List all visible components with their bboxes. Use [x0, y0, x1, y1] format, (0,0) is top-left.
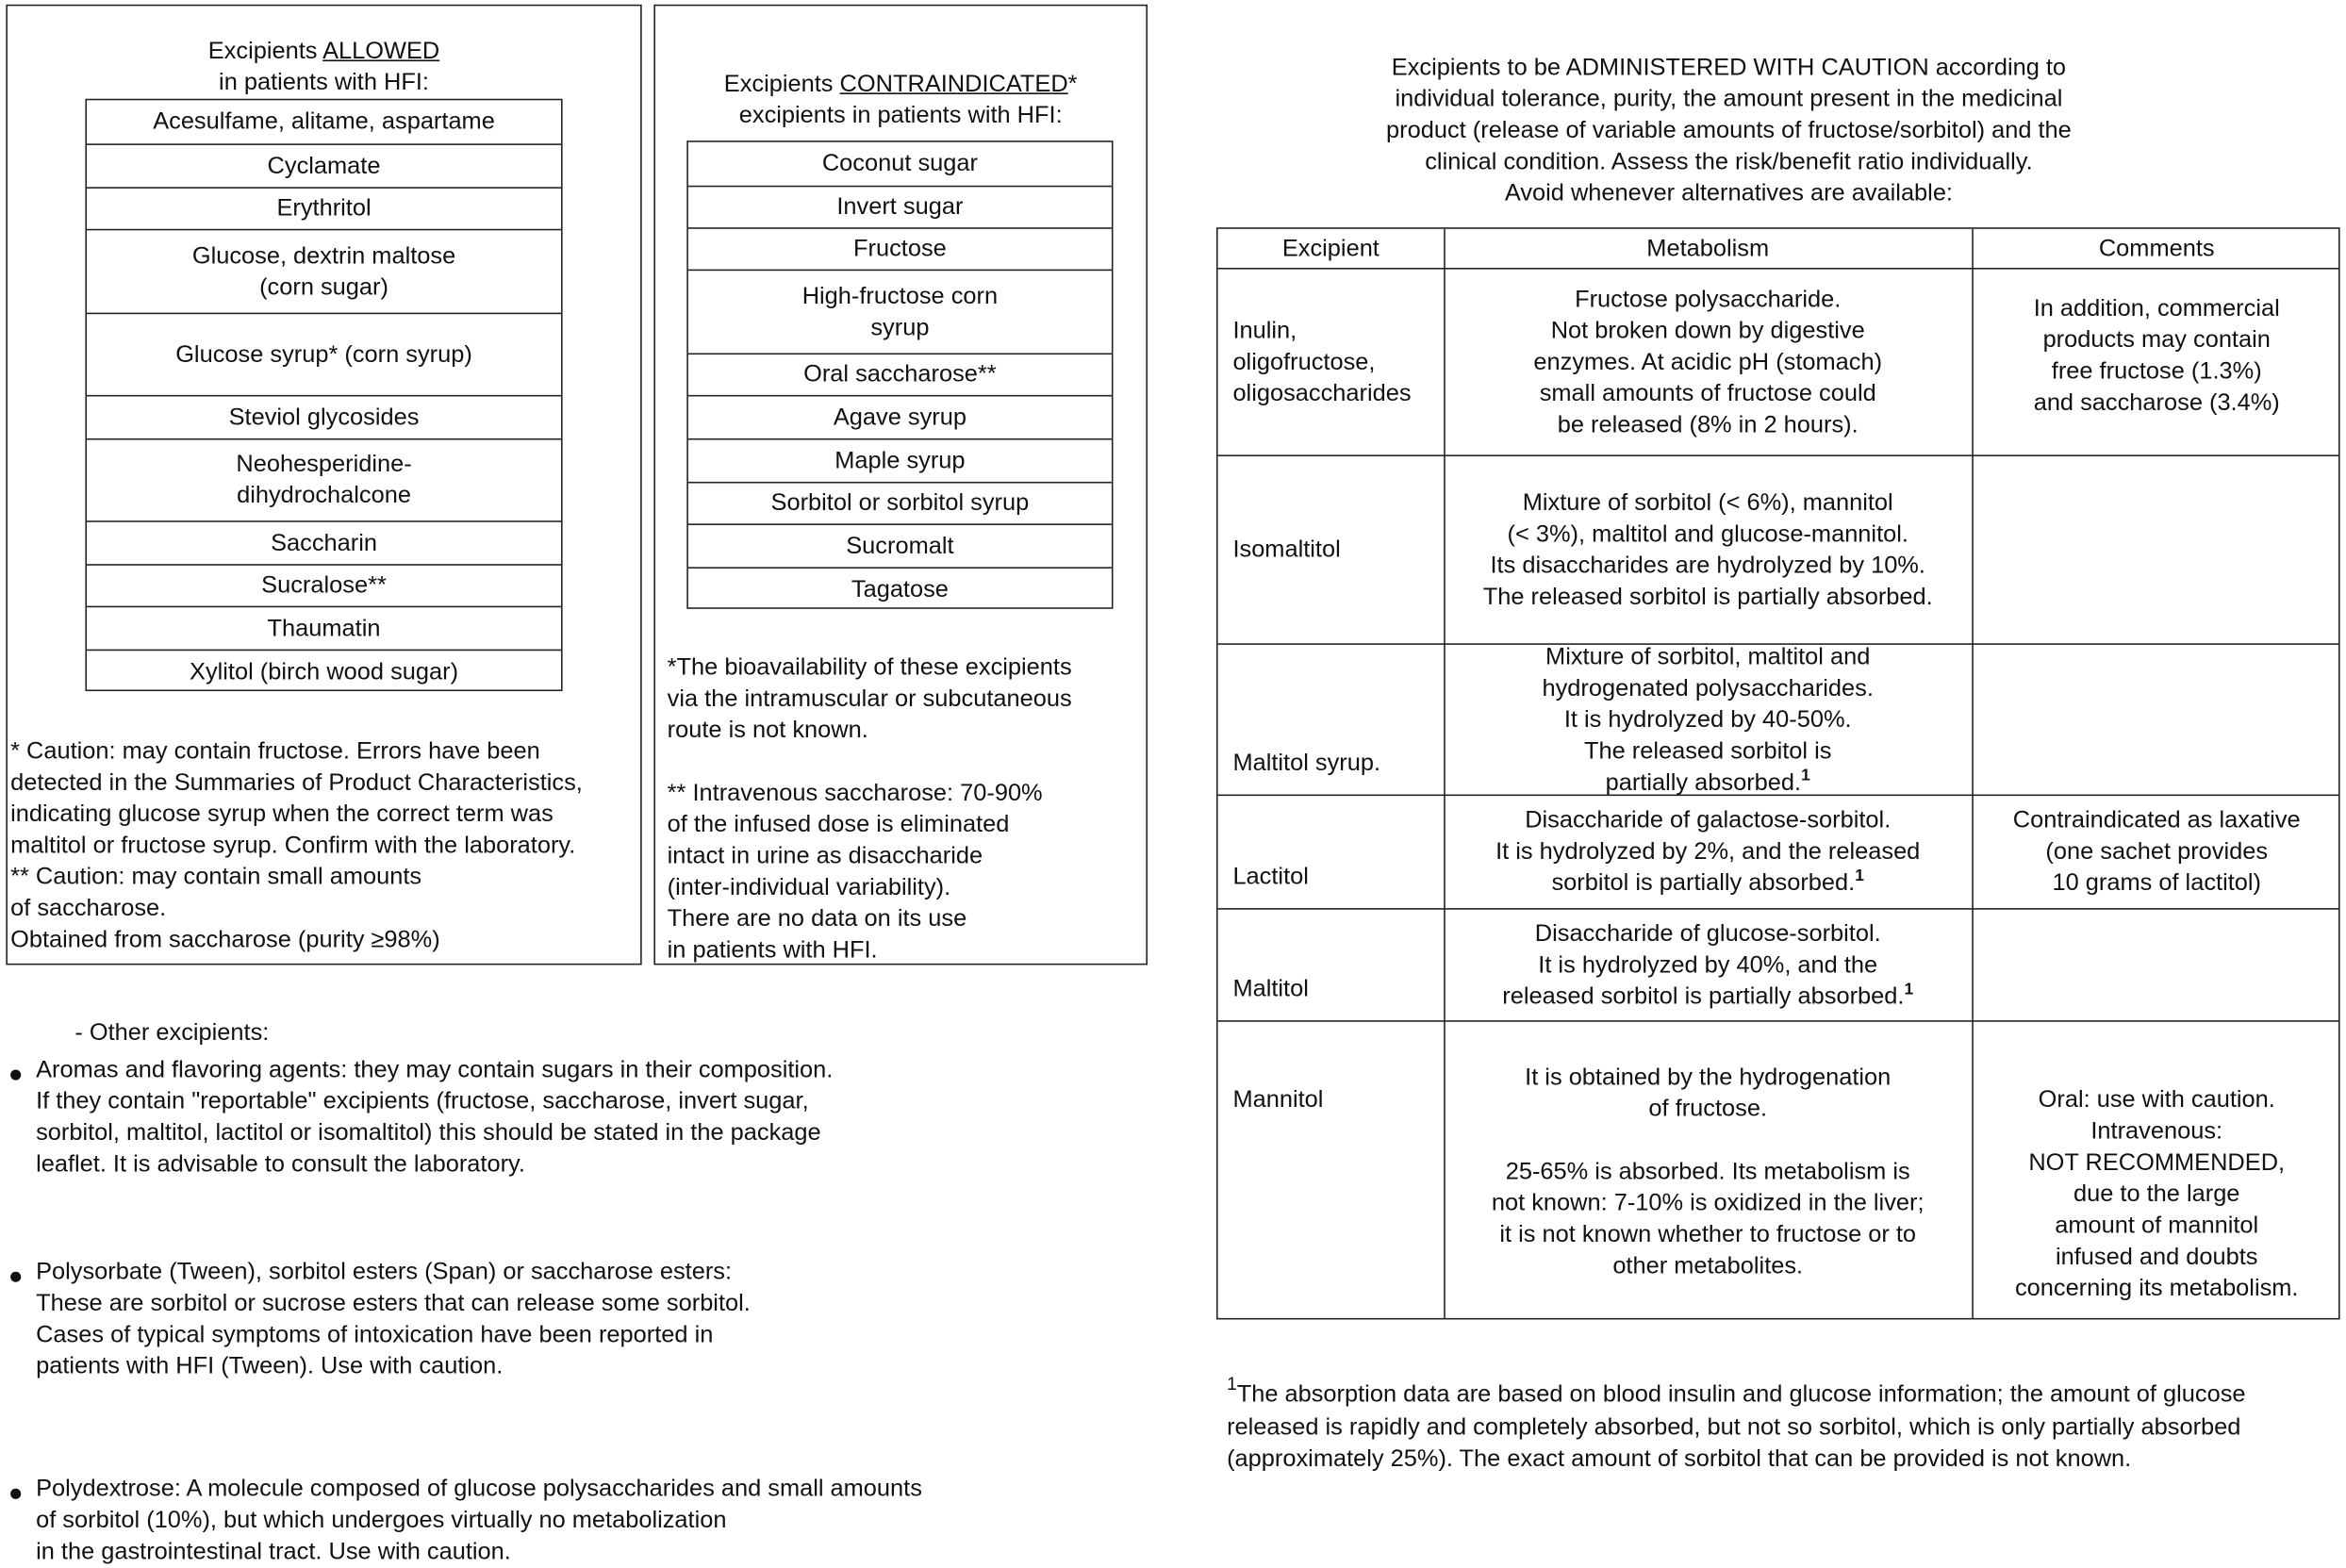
list-item — [688, 482, 1112, 523]
metabolism-line: It is obtained by the hydrogenation — [1525, 1064, 1892, 1090]
item-label: (corn sugar) — [259, 274, 388, 301]
comments-line: products may contain — [2042, 327, 2271, 354]
title-emphasis: CONTRAINDICATED — [839, 72, 1068, 98]
excipient-line: Inulin, — [1232, 318, 1297, 344]
metabolism-line: It is hydrolyzed by 2%, and the released — [1495, 839, 1921, 866]
note-line: * Caution: may contain fructose. Errors have been — [10, 738, 540, 765]
table-row — [1218, 643, 2338, 794]
bullet-line: leaflet. It is advisable to consult the laboratory. — [36, 1151, 525, 1178]
column-header — [1444, 229, 1972, 268]
item-label: Glucose, dextrin maltose — [191, 242, 456, 269]
item-label: Erythritol — [276, 195, 372, 222]
list-item — [87, 564, 561, 605]
metabolism-line-with-ref — [1606, 767, 1810, 798]
excipient-line: oligosaccharides — [1232, 380, 1412, 406]
metabolism-line-with-ref — [1551, 867, 1863, 899]
metabolism-line: released sorbitol is partially absorbed. — [1502, 983, 1905, 1010]
title-text: Excipients — [207, 39, 323, 65]
contraindicated-table — [686, 140, 1113, 609]
comments-line: amount of mannitol — [2055, 1213, 2259, 1238]
column-header — [1972, 229, 2341, 268]
comments-line: Contraindicated as laxative — [2012, 807, 2301, 834]
item-label: Tagatose — [851, 576, 949, 602]
bullet-item — [36, 1055, 833, 1180]
metabolism-cell — [1444, 796, 1972, 908]
footnote-mark: 1 — [1227, 1373, 1237, 1395]
column-header — [1218, 229, 1445, 268]
comments-line: and saccharose (3.4%) — [2033, 390, 2280, 417]
metabolism-line: (< 3%), maltitol and glucose-mannitol. — [1507, 520, 1908, 547]
metabolism-line: enzymes. At acidic pH (stomach) — [1533, 349, 1883, 375]
table-row — [1218, 454, 2338, 643]
note-line: maltitol or fructose syrup. Confirm with the laboratory. — [10, 833, 576, 859]
intro-line: clinical condition. Assess the risk/benefit ratio individually. — [1425, 149, 2033, 175]
metabolism-line: partially absorbed. — [1605, 769, 1802, 796]
footnote-ref: 1 — [1801, 766, 1810, 784]
item-label: Sucromalt — [846, 533, 954, 559]
comments-line: infused and doubts — [2055, 1244, 2258, 1270]
note-line — [668, 747, 1072, 778]
bullet-line: If they contain "reportable" excipients (fructose, saccharose, invert sugar, — [36, 1089, 809, 1115]
allowed-panel — [6, 5, 641, 966]
metabolism-line: sorbitol is partially absorbed. — [1551, 870, 1856, 897]
metabolism-line: 25-65% is absorbed. Its metabolism is — [1505, 1158, 1910, 1184]
excipient-line: Isomaltitol — [1232, 536, 1341, 563]
metabolism-line: of fructose. — [1648, 1096, 1768, 1122]
note-line: *The bioavailability of these excipients — [667, 654, 1072, 681]
comments-line: Oral: use with caution. — [2038, 1086, 2275, 1113]
item-label: Saccharin — [271, 530, 377, 556]
note-line: Obtained from saccharose (purity ≥98%) — [10, 927, 440, 953]
item-label: Steviol glycosides — [228, 404, 420, 431]
header-label: Excipient — [1281, 235, 1380, 261]
table-row — [1218, 1020, 2338, 1321]
note-line: (inter-individual variability). — [667, 875, 951, 901]
bullet-line: in the gastrointestinal tract. Use with caution. — [36, 1539, 511, 1565]
bullet-line: sorbitol, maltitol, lactitol or isomaltitol) this should be stated in the package — [36, 1120, 821, 1147]
excipient-cell — [1232, 270, 1444, 455]
metabolism-line: It is hydrolyzed by 40-50%. — [1563, 706, 1852, 733]
note-line: of the infused dose is eliminated — [667, 812, 1010, 838]
bullet-item — [36, 1257, 751, 1382]
bullet-line: Polysorbate (Tween), sorbitol esters (Span) or saccharose esters: — [36, 1260, 733, 1285]
footnote-line: released is rapidly and completely absorbed, but not so sorbitol, which is only partially absorbed — [1227, 1415, 2241, 1441]
item-label: Xylitol (birch wood sugar) — [190, 658, 459, 685]
metabolism-cell — [1444, 270, 1972, 455]
note-line: There are no data on its use — [667, 906, 967, 933]
list-item — [688, 395, 1112, 438]
bullet-line: Polydextrose: A molecule composed of glucose polysaccharides and small amounts — [36, 1477, 922, 1503]
list-item — [87, 395, 561, 438]
comments-line: Intravenous: — [2090, 1118, 2223, 1145]
excipient-cell — [1232, 645, 1444, 795]
intro-line: individual tolerance, purity, the amount present in the medicinal — [1395, 87, 2063, 113]
table-row — [1218, 795, 2338, 909]
footnote-ref: 1 — [1855, 867, 1864, 885]
comments-cell — [1972, 1022, 2341, 1321]
item-label: Maple syrup — [834, 448, 966, 474]
comments-line: NOT RECOMMENDED, — [2028, 1149, 2286, 1176]
header-label: Comments — [2098, 235, 2215, 261]
metabolism-cell — [1444, 645, 1972, 795]
allowed-notes — [10, 736, 583, 956]
table-row — [1218, 268, 2338, 454]
note-line: in patients with HFI. — [667, 937, 878, 964]
title-text: Excipients — [723, 72, 840, 98]
list-item — [87, 313, 561, 395]
comments-cell — [1972, 645, 2341, 795]
item-label: Neohesperidine- — [236, 452, 412, 478]
allowed-table — [85, 99, 562, 691]
title-suffix: * — [1067, 72, 1078, 98]
metabolism-line: Fructose polysaccharide. — [1575, 286, 1842, 312]
item-label: Cyclamate — [267, 153, 381, 179]
metabolism-line: Disaccharide of glucose-sorbitol. — [1534, 920, 1881, 947]
metabolism-cell — [1444, 456, 1972, 643]
footnote-line: The absorption data are based on blood insulin and glucose information; the amount of glucose — [1236, 1382, 2246, 1409]
bullet-icon — [10, 1489, 21, 1499]
metabolism-line: small amounts of fructose could — [1539, 380, 1876, 406]
list-item — [87, 187, 561, 228]
table-row — [1218, 908, 2338, 1020]
list-item — [87, 143, 561, 187]
note-line: ** Caution: may contain small amounts — [10, 865, 422, 891]
excipient-cell — [1232, 796, 1444, 908]
note-line: route is not known. — [667, 718, 868, 744]
list-item — [688, 186, 1112, 227]
item-label: Agave syrup — [833, 404, 966, 431]
metabolism-line: Mixture of sorbitol, maltitol and — [1545, 644, 1871, 670]
metabolism-line: Not broken down by digestive — [1550, 318, 1865, 344]
contraindicated-panel — [653, 5, 1148, 966]
list-item — [688, 142, 1112, 186]
metabolism-line: The released sorbitol is — [1583, 738, 1832, 765]
comments-line: concerning its metabolism. — [2014, 1275, 2299, 1301]
metabolism-line: other metabolites. — [1612, 1252, 1804, 1279]
metabolism-line: Disaccharide of galactose-sorbitol. — [1525, 807, 1892, 834]
list-item — [87, 438, 561, 520]
other-excipients-title: - Other excipients: — [74, 1020, 270, 1047]
list-item — [688, 567, 1112, 610]
contraindicated-notes — [668, 652, 1072, 966]
item-label: dihydrochalcone — [237, 483, 411, 509]
item-label: Coconut sugar — [821, 151, 978, 177]
comments-cell — [1972, 910, 2341, 1020]
title-line2: excipients in patients with HFI: — [738, 103, 1063, 129]
excipient-line: oligofructose, — [1232, 349, 1376, 375]
metabolism-line: not known: 7-10% is oxidized in the liver; — [1491, 1190, 1925, 1216]
footnote — [1227, 1373, 2246, 1476]
metabolism-line: it is not known whether to fructose or to — [1499, 1221, 1917, 1247]
contraindicated-title — [655, 69, 1146, 132]
caution-table — [1216, 227, 2340, 1319]
title-line2: in patients with HFI: — [219, 70, 429, 96]
list-item — [688, 438, 1112, 482]
excipient-line: Maltitol — [1232, 977, 1309, 1003]
excipient-cell — [1232, 1022, 1444, 1321]
comments-cell — [1972, 456, 2341, 643]
list-item — [87, 650, 561, 693]
intro-line: Avoid whenever alternatives are available: — [1504, 180, 1953, 206]
metabolism-line: It is hydrolyzed by 40%, and the — [1538, 951, 1878, 978]
metabolism-cell — [1444, 1022, 1972, 1321]
note-line: ** Intravenous saccharose: 70-90% — [667, 781, 1043, 807]
title-emphasis: ALLOWED — [322, 39, 440, 65]
comments-line: due to the large — [2073, 1180, 2240, 1207]
item-label: Thaumatin — [267, 615, 381, 641]
note-line: via the intramuscular or subcutaneous — [667, 686, 1072, 713]
note-line: detected in the Summaries of Product Characteristics, — [10, 770, 583, 797]
comments-cell — [1972, 796, 2341, 908]
metabolism-line: Its disaccharides are hydrolyzed by 10%. — [1490, 553, 1925, 579]
metabolism-line: The released sorbitol is partially absorbed. — [1482, 584, 1933, 610]
note-line: intact in urine as disaccharide — [667, 843, 983, 869]
excipient-line: Mannitol — [1232, 1087, 1324, 1114]
list-item — [87, 520, 561, 564]
item-label: Oral saccharose** — [803, 361, 997, 388]
footnote-ref: 1 — [1904, 980, 1914, 999]
metabolism-line: Mixture of sorbitol (< 6%), mannitol — [1522, 489, 1893, 516]
list-item — [688, 523, 1112, 567]
column-divider — [1972, 229, 1974, 1318]
bullet-icon — [10, 1069, 21, 1080]
comments-line: 10 grams of lactitol) — [2052, 870, 2261, 897]
metabolism-cell — [1444, 910, 1972, 1020]
item-label: Fructose — [853, 236, 947, 262]
list-item — [87, 229, 561, 313]
excipient-cell — [1232, 456, 1444, 643]
bullet-icon — [10, 1272, 21, 1282]
intro-line: product (release of variable amounts of fructose/sorbitol) and the — [1386, 118, 2072, 144]
column-divider — [1444, 229, 1446, 1318]
item-label: Sucralose** — [261, 572, 387, 599]
comments-line: In addition, commercial — [2033, 296, 2280, 322]
caution-intro — [1216, 53, 2241, 210]
bullet-item — [36, 1474, 922, 1568]
bullet-line: These are sorbitol or sucrose esters that can release some sorbitol. — [36, 1291, 751, 1317]
list-item — [688, 270, 1112, 354]
item-label: syrup — [870, 315, 930, 340]
item-label: Glucose syrup* (corn syrup) — [175, 341, 472, 368]
bullet-line: Cases of typical symptoms of intoxication have been reported in — [36, 1322, 714, 1348]
excipient-cell — [1232, 910, 1444, 1020]
footnote-line: (approximately 25%). The exact amount of sorbitol that can be provided is not known. — [1227, 1446, 2132, 1473]
item-label: Acesulfame, alitame, aspartame — [153, 108, 495, 135]
comments-line: (one sachet provides — [2045, 839, 2269, 866]
item-label: Invert sugar — [836, 194, 964, 221]
allowed-title — [8, 36, 640, 99]
list-item — [688, 227, 1112, 269]
metabolism-line: hydrogenated polysaccharides. — [1542, 675, 1874, 701]
item-label: High-fructose corn — [801, 283, 999, 309]
list-item — [87, 606, 561, 650]
list-item — [688, 353, 1112, 394]
metabolism-line: be released (8% in 2 hours). — [1557, 412, 1859, 438]
header-label: Metabolism — [1646, 235, 1770, 261]
table-header-row — [1218, 229, 2338, 268]
comments-cell — [1972, 270, 2341, 455]
metabolism-line-with-ref — [1502, 981, 1913, 1012]
excipient-line: Maltitol syrup. — [1232, 751, 1381, 777]
excipient-line: Lactitol — [1232, 865, 1309, 891]
note-line: indicating glucose syrup when the correct term was — [10, 801, 553, 828]
bullet-line: patients with HFI (Tween). Use with caution. — [36, 1353, 504, 1379]
intro-line: Excipients to be ADMINISTERED WITH CAUTION according to — [1391, 55, 2067, 81]
comments-line: free fructose (1.3%) — [2051, 358, 2262, 385]
note-line: of saccharose. — [10, 896, 167, 922]
bullet-line: of sorbitol (10%), but which undergoes virtually no metabolization — [36, 1508, 727, 1534]
bullet-line: Aromas and flavoring agents: they may contain sugars in their composition. — [36, 1057, 834, 1083]
list-item — [87, 100, 561, 143]
item-label: Sorbitol or sorbitol syrup — [770, 490, 1030, 517]
